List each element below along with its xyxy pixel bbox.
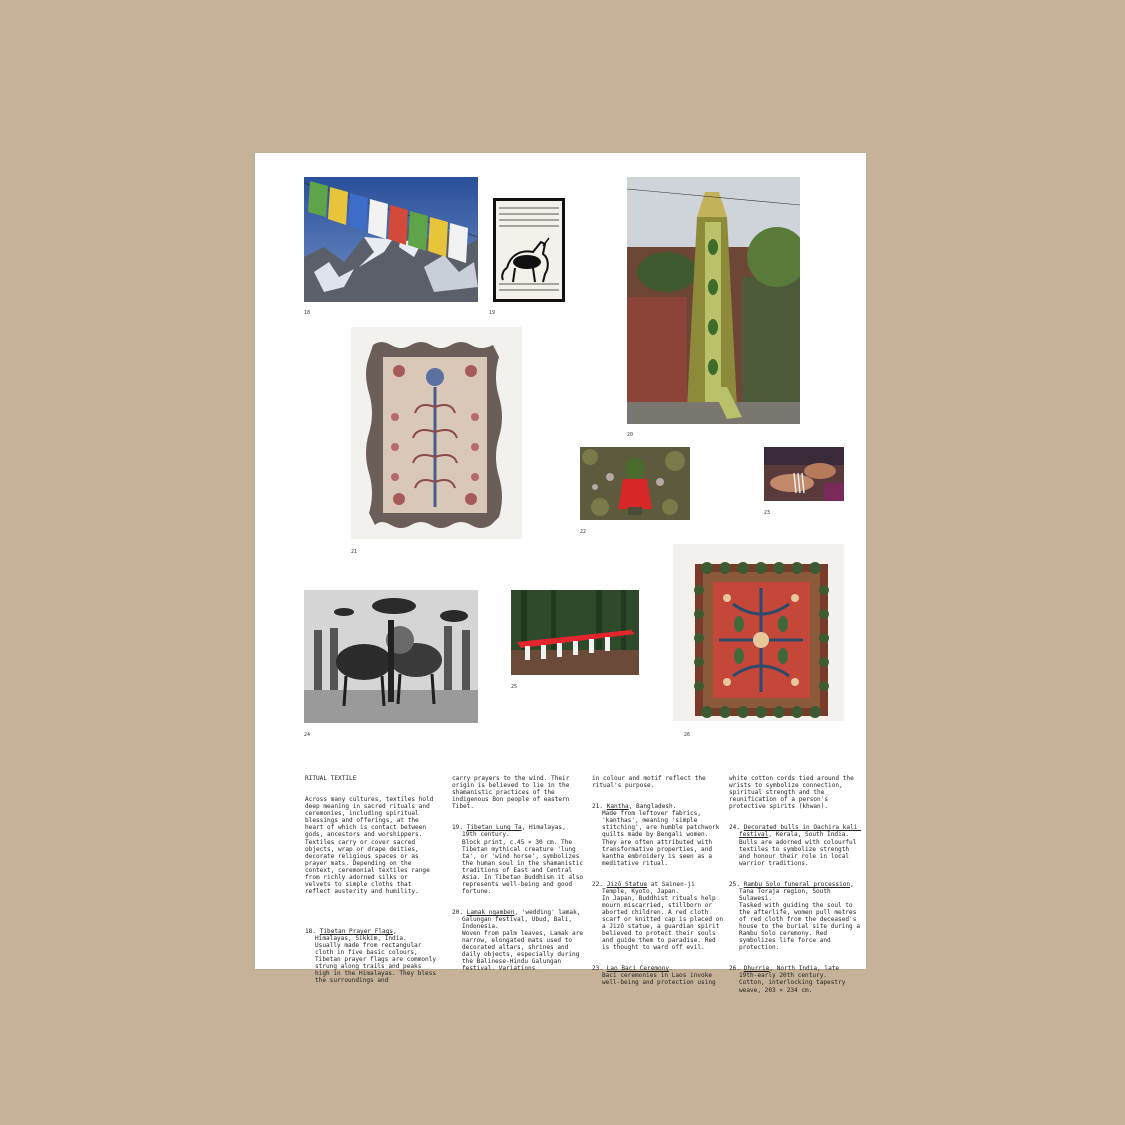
text-column-4 xyxy=(729,761,864,1008)
entry-19: 19. Tibetan Lung Ta, Himalayas, 19th century. Block print, c.45 × 30 cm. The Tibetan mythical creature 'lung ta', or 'wind horse', symbolizes the human soul in the shamanistic traditions of East and Central Asia. In Tibetan Buddhism it also represents well-being and good fortune. xyxy=(452,824,587,895)
caption-19: 19 xyxy=(489,310,496,316)
entry-26: 26. Dhurrie, North India, late 19th-early 20th century. Cotton, interlocking tapestry weave, 203 × 234 cm. xyxy=(729,965,850,994)
text-column-1 xyxy=(305,761,440,999)
plate-baci xyxy=(764,447,844,501)
caption-22: 22 xyxy=(580,529,587,535)
entry-25: 25. Rambu Solo funeral procession, Tana Toraja region, South Sulawesi. Tasked with guiding the soul to the afterlife, women pull metres of red cloth from the deceased's house to the burial site during a Rambu Solo ceremony. Red symbolizes life force and protection. xyxy=(729,880,864,952)
caption-21: 21 xyxy=(351,549,358,555)
plate-lamak xyxy=(627,177,800,424)
plate-kantha xyxy=(351,327,522,539)
plate-prayer-flags xyxy=(304,177,478,302)
plate-bulls xyxy=(304,590,478,723)
book-page xyxy=(255,153,866,994)
rambu-solo-image xyxy=(511,590,639,675)
caption-23: 23 xyxy=(764,510,771,516)
entry-24: 24. Decorated bulls in Oachira kali festival, Kerala, South India. Bulls are adorned with colourful textiles to symbolize strength and honour their role in local warrior traditions. xyxy=(729,824,862,867)
caption-25: 25 xyxy=(511,684,518,690)
kantha-image xyxy=(351,327,522,539)
plate-rambu-solo xyxy=(511,590,639,675)
entry-18-continued: carry prayers to the wind. Their origin is believed to lie in the shamanistic practices of the indigenous Bon people of eastern Tibet. xyxy=(452,775,574,811)
jizo-image xyxy=(580,447,690,520)
bulls-image xyxy=(304,590,478,723)
entry-20-continued: in colour and motif reflect the ritual's purpose. xyxy=(592,775,710,790)
text-column-3 xyxy=(592,761,727,1001)
entry-23-continued: white cotton cords tied around the wrists to symbolize connection, spiritual strength and the reunification of a person's protective spirits (khwan). xyxy=(729,775,858,811)
entry-22: 22. Jizō Statue at Sainen-ji Temple, Kyoto, Japan. In Japan, Buddhist rituals help mourn miscarried, stillborn or aborted children. A red cloth scarf or knitted cap is placed on a Jizō statue, a guardian spirit believed to protect their souls and guide them to paradise. Red is thought to ward off evil. xyxy=(592,880,727,952)
entry-18: 18. Tibetan Prayer Flags, Himalayas, Sikkim, India. Usually made from rectangular cloth in five basic colours, Tibetan prayer flags are commonly strung along trails and peaks high in the Himalayas. They bless the surroundings and xyxy=(305,928,440,985)
plate-jizo xyxy=(580,447,690,520)
plate-dhurrie xyxy=(673,544,844,721)
lung-ta-image xyxy=(493,198,565,302)
entry-23: 23. Lao Baci Ceremony. Baci ceremonies in Laos invoke well-being and protection using xyxy=(592,965,716,987)
caption-20: 20 xyxy=(627,432,634,438)
dhurrie-image xyxy=(673,544,844,721)
caption-24: 24 xyxy=(304,732,311,738)
text-column-2 xyxy=(452,761,587,987)
intro-paragraph: Across many cultures, textiles hold deep meaning in sacred rituals and ceremonies, including spiritual blessings and offerings, at the heart of which is contact between gods, ancestors and worshippers. Textiles carry or cover sacred objects, wrap or drape deities, decorate religious spaces or as prayer mats. Depending on the context, ceremonial textiles range from richly adorned silks or velvets to simple cloths that reflect austerity and humility. xyxy=(305,796,438,895)
lamak-image xyxy=(627,177,800,424)
baci-image xyxy=(764,447,844,501)
plate-lung-ta xyxy=(493,198,565,302)
entry-20: 20. Lamak ngamben, 'wedding' lamak, Galungan festival, Ubud, Bali, Indonesia. Woven from palm leaves, Lamak are narrow, elongated mats used to decorated altars, shrines and daily objects, especially during the Balinese-Hindu Galungan festival. Variations xyxy=(452,908,587,973)
section-heading: RITUAL TEXTILE xyxy=(305,775,357,783)
caption-26: 26 xyxy=(684,732,691,738)
prayer-flags-image xyxy=(304,177,478,302)
caption-18: 18 xyxy=(304,310,311,316)
entry-21: 21. Kantha, Bangladesh. Made from leftover fabrics, 'kanthas', meaning 'simple stitching', are humble patchwork quilts made by Bengali women. They are often attributed with transformative properties, and kantha embroidery is seen as a meditative ritual. xyxy=(592,803,724,867)
